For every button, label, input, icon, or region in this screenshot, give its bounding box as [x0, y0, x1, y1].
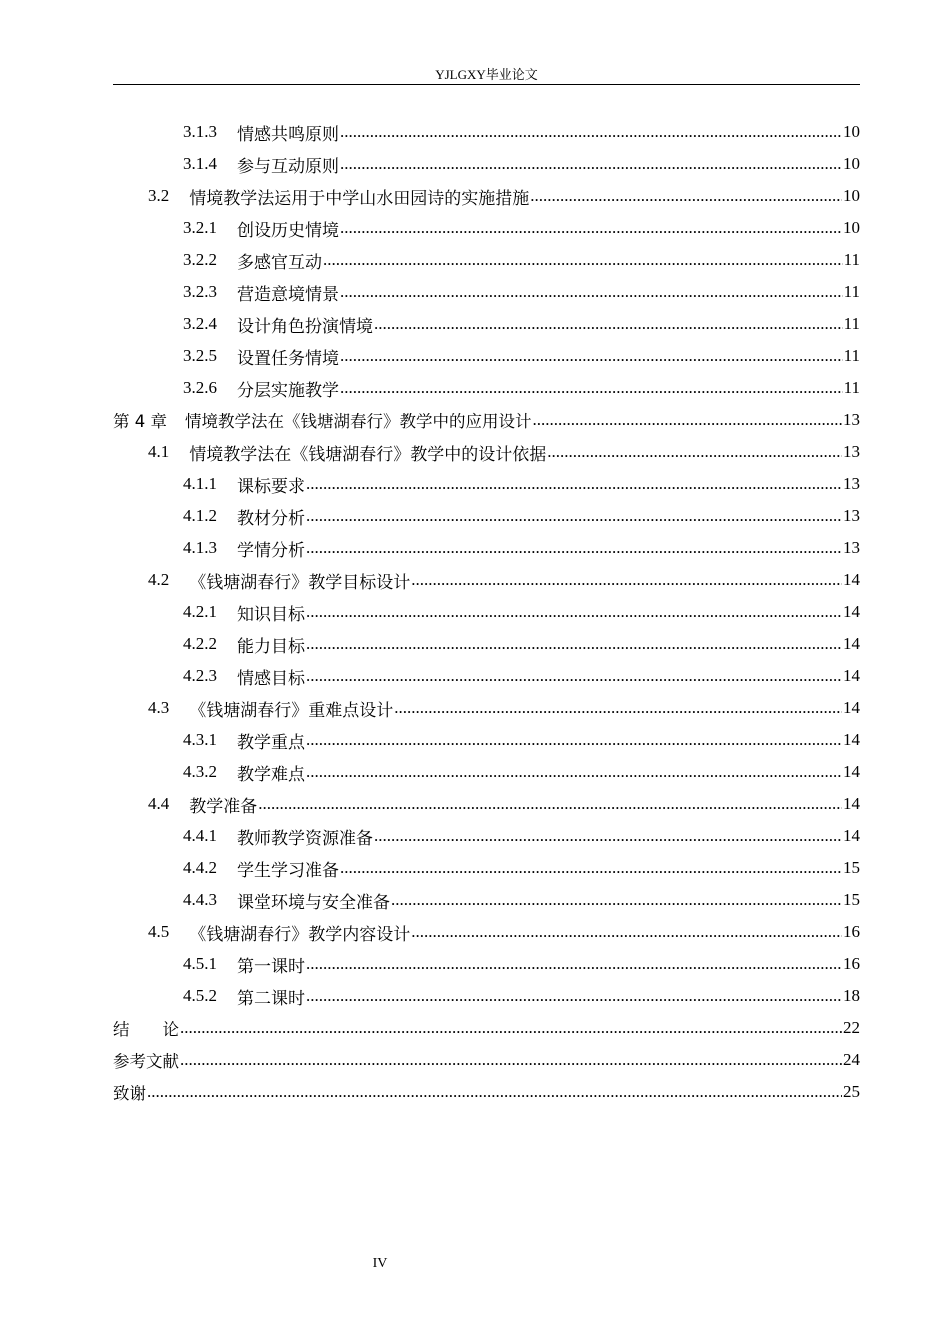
toc-dot-leader: [374, 826, 842, 846]
toc-entry-number: 3.2.2: [183, 250, 217, 269]
toc-entry-page: 11: [843, 282, 860, 301]
toc-entry-page: 25: [843, 1082, 860, 1101]
toc-entry-page: 10: [843, 186, 860, 205]
toc-entry-title: 创设历史情境: [237, 220, 339, 240]
toc-entry-page: 13: [843, 506, 860, 525]
toc-entry-title: 课标要求: [237, 476, 305, 496]
toc-entry-page: 14: [843, 730, 860, 749]
toc-entry-page: 10: [843, 218, 860, 237]
table-of-contents: [113, 116, 860, 1108]
toc-entry-number: 3.2.3: [183, 282, 217, 301]
toc-entry-page: 22: [843, 1018, 860, 1037]
toc-entry-number: 4.2.1: [183, 602, 217, 621]
toc-entry[interactable]: [113, 148, 860, 180]
toc-dot-leader: [547, 442, 842, 462]
toc-entry-title: 教学重点: [237, 732, 305, 752]
toc-entry[interactable]: [113, 180, 860, 212]
toc-entry-page: 14: [843, 634, 860, 653]
toc-entry[interactable]: [113, 1076, 860, 1108]
toc-entry[interactable]: [113, 340, 860, 372]
toc-entry-page: 24: [843, 1050, 860, 1069]
toc-entry-page: 14: [843, 570, 860, 589]
toc-entry-title: 情感共鸣原则: [237, 124, 339, 144]
toc-entry-title: 学生学习准备: [237, 860, 339, 880]
toc-entry-title: 参与互动原则: [237, 156, 339, 176]
toc-entry-number: 4.2.2: [183, 634, 217, 653]
toc-entry[interactable]: [113, 788, 860, 820]
toc-entry-page: 14: [843, 666, 860, 685]
toc-dot-leader: [306, 986, 842, 1006]
toc-entry-page: 14: [843, 794, 860, 813]
header-title: YJLGXY毕业论文: [435, 67, 538, 82]
toc-entry-page: 10: [843, 154, 860, 173]
toc-entry-title: 课堂环境与安全准备: [237, 892, 390, 912]
toc-dot-leader: [306, 474, 842, 494]
toc-entry[interactable]: [113, 884, 860, 916]
toc-entry-title: 第一课时: [237, 956, 305, 976]
toc-entry-page: 11: [843, 346, 860, 365]
toc-dot-leader: [306, 506, 842, 526]
toc-entry-title: 《钱塘湖春行》教学目标设计: [189, 572, 411, 592]
toc-entry[interactable]: [113, 980, 860, 1012]
toc-entry[interactable]: [113, 852, 860, 884]
toc-entry-number: 4.5: [148, 922, 170, 941]
toc-dot-leader: [147, 1082, 842, 1102]
toc-entry-title: 能力目标: [237, 636, 305, 656]
page-number: IV: [372, 1256, 388, 1271]
toc-dot-leader: [340, 218, 842, 238]
toc-entry-page: 13: [843, 538, 860, 557]
toc-entry-page: 14: [843, 698, 860, 717]
toc-entry-number: 4.5.2: [183, 986, 217, 1005]
toc-dot-leader: [530, 186, 842, 206]
toc-dot-leader: [394, 698, 842, 718]
toc-entry[interactable]: [113, 404, 860, 436]
toc-entry[interactable]: [113, 724, 860, 756]
toc-entry-number: 4.3.2: [183, 762, 217, 781]
toc-entry-number: 3.1.3: [183, 122, 217, 141]
toc-entry-number: 3.1.4: [183, 154, 217, 173]
toc-entry[interactable]: [113, 500, 860, 532]
toc-entry-page: 13: [843, 442, 860, 461]
toc-dot-leader: [340, 122, 842, 142]
toc-entry-number: 4.1.1: [183, 474, 217, 493]
toc-entry-number: 3.2.4: [183, 314, 217, 333]
toc-entry-number: 4.4.2: [183, 858, 217, 877]
toc-entry-title: 教师教学资源准备: [237, 828, 373, 848]
toc-entry-title: 知识目标: [237, 604, 305, 624]
toc-entry-number: 4.5.1: [183, 954, 217, 973]
toc-entry-number: 4.1.2: [183, 506, 217, 525]
toc-dot-leader: [323, 250, 843, 270]
toc-entry-title: 设置任务情境: [237, 348, 339, 368]
toc-entry-title: 情境教学法在《钱塘湖春行》教学中的设计依据: [189, 444, 547, 464]
toc-entry[interactable]: [113, 532, 860, 564]
toc-entry-page: 14: [843, 826, 860, 845]
toc-entry[interactable]: [113, 948, 860, 980]
toc-dot-leader: [411, 922, 842, 942]
toc-dot-leader: [533, 410, 843, 430]
toc-dot-leader: [306, 762, 842, 782]
toc-entry[interactable]: [113, 1012, 860, 1044]
toc-entry-number: 4.2.3: [183, 666, 217, 685]
toc-dot-leader: [340, 154, 842, 174]
toc-entry-title: 《钱塘湖春行》教学内容设计: [189, 924, 411, 944]
toc-dot-leader: [340, 378, 843, 398]
toc-entry-number: 3.2.5: [183, 346, 217, 365]
toc-entry-title: 教学难点: [237, 764, 305, 784]
toc-entry[interactable]: [113, 628, 860, 660]
toc-dot-leader: [306, 730, 842, 750]
toc-entry-number: 3.2: [148, 186, 170, 205]
toc-entry-number: 4.4.1: [183, 826, 217, 845]
toc-dot-leader: [306, 666, 842, 686]
toc-entry-page: 18: [843, 986, 860, 1005]
toc-entry-page: 10: [843, 122, 860, 141]
toc-entry-title: 第二课时: [237, 988, 305, 1008]
toc-dot-leader: [306, 538, 842, 558]
toc-entry[interactable]: [113, 276, 860, 308]
toc-entry-number: 4.3.1: [183, 730, 217, 749]
toc-entry[interactable]: [113, 468, 860, 500]
toc-entry-title: 结 论: [113, 1020, 179, 1039]
toc-entry-page: 13: [843, 410, 860, 429]
toc-entry-number: 4.3: [148, 698, 170, 717]
toc-entry-title: 《钱塘湖春行》重难点设计: [189, 700, 394, 720]
toc-entry-title: 参考文献: [113, 1052, 179, 1071]
toc-entry-title: 分层实施教学: [237, 380, 339, 400]
toc-entry-number: 3.2.6: [183, 378, 217, 397]
toc-entry-page: 16: [843, 954, 860, 973]
page-header: [113, 66, 860, 85]
toc-entry-page: 11: [843, 250, 860, 269]
toc-entry-page: 15: [843, 890, 860, 909]
toc-entry-title: 情境教学法在《钱塘湖春行》教学中的应用设计: [185, 412, 532, 431]
toc-entry-page: 14: [843, 762, 860, 781]
toc-entry-number: 4.4.3: [183, 890, 217, 909]
toc-dot-leader: [258, 794, 842, 814]
toc-entry-page: 14: [843, 602, 860, 621]
toc-entry[interactable]: [113, 564, 860, 596]
toc-entry-page: 13: [843, 474, 860, 493]
toc-entry-page: 16: [843, 922, 860, 941]
toc-dot-leader: [374, 314, 843, 334]
toc-entry-page: 11: [843, 378, 860, 397]
toc-entry[interactable]: [113, 308, 860, 340]
toc-entry[interactable]: [113, 372, 860, 404]
toc-entry-page: 11: [843, 314, 860, 333]
toc-entry-title: 教材分析: [237, 508, 305, 528]
toc-dot-leader: [306, 954, 842, 974]
toc-entry[interactable]: [113, 436, 860, 468]
toc-dot-leader: [180, 1018, 842, 1038]
toc-entry-title: 致谢: [113, 1084, 146, 1103]
toc-entry[interactable]: [113, 660, 860, 692]
toc-entry[interactable]: [113, 116, 860, 148]
toc-entry-number: 第 4 章: [113, 412, 167, 431]
toc-entry-title: 教学准备: [189, 796, 258, 816]
toc-entry-title: 营造意境情景: [237, 284, 339, 304]
toc-entry-number: 4.1.3: [183, 538, 217, 557]
toc-dot-leader: [306, 602, 842, 622]
toc-entry[interactable]: [113, 756, 860, 788]
toc-entry[interactable]: [113, 1044, 860, 1076]
toc-dot-leader: [180, 1050, 842, 1070]
toc-entry-title: 设计角色扮演情境: [237, 316, 373, 336]
toc-dot-leader: [391, 890, 842, 910]
toc-entry[interactable]: [113, 820, 860, 852]
toc-entry-number: 4.1: [148, 442, 170, 461]
toc-dot-leader: [340, 858, 842, 878]
toc-entry[interactable]: [113, 244, 860, 276]
toc-entry[interactable]: [113, 212, 860, 244]
toc-dot-leader: [340, 282, 843, 302]
toc-entry-title: 情感目标: [237, 668, 305, 688]
toc-dot-leader: [306, 634, 842, 654]
toc-dot-leader: [340, 346, 843, 366]
toc-entry[interactable]: [113, 916, 860, 948]
toc-dot-leader: [411, 570, 842, 590]
toc-entry-title: 多感官互动: [237, 252, 322, 272]
toc-entry-title: 情境教学法运用于中学山水田园诗的实施措施: [189, 188, 530, 208]
page-footer: [0, 1256, 760, 1272]
toc-entry-number: 3.2.1: [183, 218, 217, 237]
toc-entry-page: 15: [843, 858, 860, 877]
toc-entry-number: 4.2: [148, 570, 170, 589]
toc-entry[interactable]: [113, 692, 860, 724]
toc-entry-number: 4.4: [148, 794, 170, 813]
toc-entry-title: 学情分析: [237, 540, 305, 560]
toc-entry[interactable]: [113, 596, 860, 628]
